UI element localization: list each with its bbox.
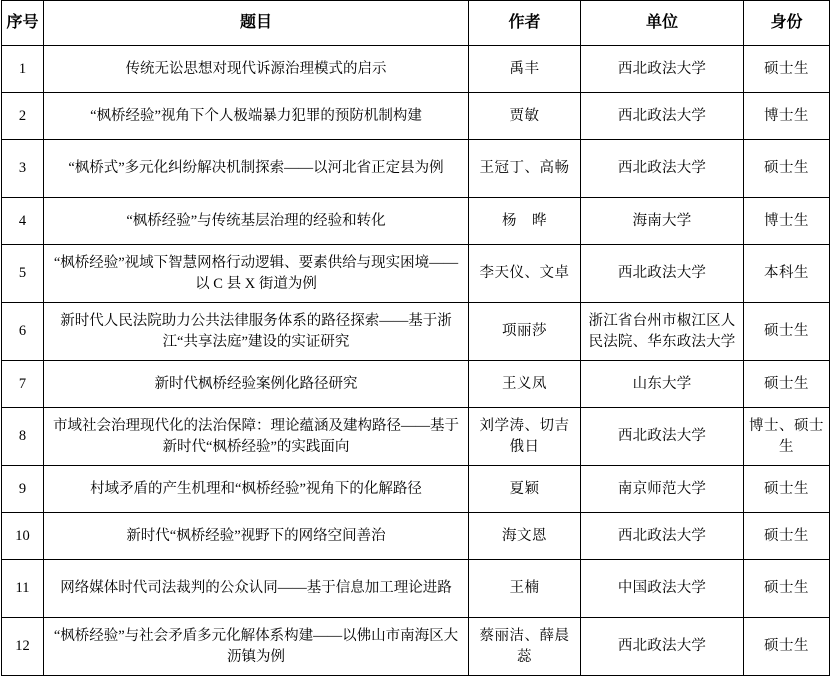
paper-submissions-table bbox=[1, 0, 830, 676]
cell-paper-title: “枫桥经验”视角下个人极端暴力犯罪的预防机制构建 bbox=[44, 93, 469, 140]
cell-serial-number: 2 bbox=[2, 93, 44, 140]
cell-author: 王冠丁、高畅 bbox=[469, 140, 581, 198]
cell-organization: 中国政法大学 bbox=[581, 560, 744, 618]
cell-author: 项丽莎 bbox=[469, 303, 581, 361]
cell-author: 李天仪、文卓 bbox=[469, 245, 581, 303]
table-body bbox=[2, 46, 830, 676]
column-header-no: 序号 bbox=[2, 1, 44, 46]
cell-author: 夏颖 bbox=[469, 466, 581, 513]
cell-serial-number: 11 bbox=[2, 560, 44, 618]
cell-role: 博士生 bbox=[744, 93, 830, 140]
cell-serial-number: 8 bbox=[2, 408, 44, 466]
cell-role: 硕士生 bbox=[744, 466, 830, 513]
cell-paper-title: 村域矛盾的产生机理和“枫桥经验”视角下的化解路径 bbox=[44, 466, 469, 513]
cell-organization: 西北政法大学 bbox=[581, 618, 744, 676]
cell-paper-title: “枫桥经验”与传统基层治理的经验和转化 bbox=[44, 198, 469, 245]
cell-author: 刘学涛、切吉俄日 bbox=[469, 408, 581, 466]
cell-organization: 西北政法大学 bbox=[581, 513, 744, 560]
table-row bbox=[2, 93, 830, 140]
cell-organization: 山东大学 bbox=[581, 361, 744, 408]
cell-serial-number: 10 bbox=[2, 513, 44, 560]
cell-paper-title: 新时代“枫桥经验”视野下的网络空间善治 bbox=[44, 513, 469, 560]
table-row bbox=[2, 46, 830, 93]
cell-role: 硕士生 bbox=[744, 513, 830, 560]
cell-serial-number: 3 bbox=[2, 140, 44, 198]
cell-role: 硕士生 bbox=[744, 618, 830, 676]
cell-organization: 海南大学 bbox=[581, 198, 744, 245]
cell-role: 硕士生 bbox=[744, 361, 830, 408]
cell-organization: 浙江省台州市椒江区人民法院、华东政法大学 bbox=[581, 303, 744, 361]
cell-serial-number: 12 bbox=[2, 618, 44, 676]
column-header-title: 题目 bbox=[44, 1, 469, 46]
cell-role: 本科生 bbox=[744, 245, 830, 303]
table-row bbox=[2, 245, 830, 303]
cell-author: 王楠 bbox=[469, 560, 581, 618]
table-row bbox=[2, 560, 830, 618]
table-row bbox=[2, 303, 830, 361]
cell-serial-number: 4 bbox=[2, 198, 44, 245]
cell-author: 海文恩 bbox=[469, 513, 581, 560]
cell-paper-title: “枫桥经验”与社会矛盾多元化解体系构建——以佛山市南海区大沥镇为例 bbox=[44, 618, 469, 676]
column-header-org: 单位 bbox=[581, 1, 744, 46]
cell-organization: 南京师范大学 bbox=[581, 466, 744, 513]
table-row bbox=[2, 198, 830, 245]
cell-role: 硕士生 bbox=[744, 560, 830, 618]
cell-role: 硕士生 bbox=[744, 46, 830, 93]
cell-paper-title: 新时代枫桥经验案例化路径研究 bbox=[44, 361, 469, 408]
cell-serial-number: 6 bbox=[2, 303, 44, 361]
cell-paper-title: 网络媒体时代司法裁判的公众认同——基于信息加工理论进路 bbox=[44, 560, 469, 618]
cell-paper-title: 传统无讼思想对现代诉源治理模式的启示 bbox=[44, 46, 469, 93]
table-row bbox=[2, 408, 830, 466]
cell-paper-title: 新时代人民法院助力公共法律服务体系的路径探索——基于浙江“共享法庭”建设的实证研究 bbox=[44, 303, 469, 361]
cell-author: 贾敏 bbox=[469, 93, 581, 140]
cell-author: 蔡丽洁、薛晨蕊 bbox=[469, 618, 581, 676]
cell-role: 博士生 bbox=[744, 198, 830, 245]
cell-role: 博士、硕士生 bbox=[744, 408, 830, 466]
cell-organization: 西北政法大学 bbox=[581, 93, 744, 140]
cell-author: 王义凤 bbox=[469, 361, 581, 408]
table-row bbox=[2, 513, 830, 560]
column-header-author: 作者 bbox=[469, 1, 581, 46]
cell-paper-title: “枫桥式”多元化纠纷解决机制探索——以河北省正定县为例 bbox=[44, 140, 469, 198]
cell-author: 禹丰 bbox=[469, 46, 581, 93]
cell-serial-number: 1 bbox=[2, 46, 44, 93]
cell-role: 硕士生 bbox=[744, 303, 830, 361]
cell-paper-title: 市域社会治理现代化的法治保障：理论蕴涵及建构路径——基于新时代“枫桥经验”的实践面向 bbox=[44, 408, 469, 466]
column-header-role: 身份 bbox=[744, 1, 830, 46]
table-row bbox=[2, 466, 830, 513]
cell-organization: 西北政法大学 bbox=[581, 46, 744, 93]
cell-organization: 西北政法大学 bbox=[581, 140, 744, 198]
table-row bbox=[2, 618, 830, 676]
cell-organization: 西北政法大学 bbox=[581, 408, 744, 466]
cell-organization: 西北政法大学 bbox=[581, 245, 744, 303]
table-row bbox=[2, 361, 830, 408]
cell-serial-number: 5 bbox=[2, 245, 44, 303]
cell-serial-number: 7 bbox=[2, 361, 44, 408]
table-header-row bbox=[2, 1, 830, 46]
table-row bbox=[2, 140, 830, 198]
cell-role: 硕士生 bbox=[744, 140, 830, 198]
cell-serial-number: 9 bbox=[2, 466, 44, 513]
cell-paper-title: “枫桥经验”视域下智慧网格行动逻辑、要素供给与现实困境——以 C 县 X 街道为例 bbox=[44, 245, 469, 303]
table-header bbox=[2, 1, 830, 46]
cell-author: 杨 晔 bbox=[469, 198, 581, 245]
